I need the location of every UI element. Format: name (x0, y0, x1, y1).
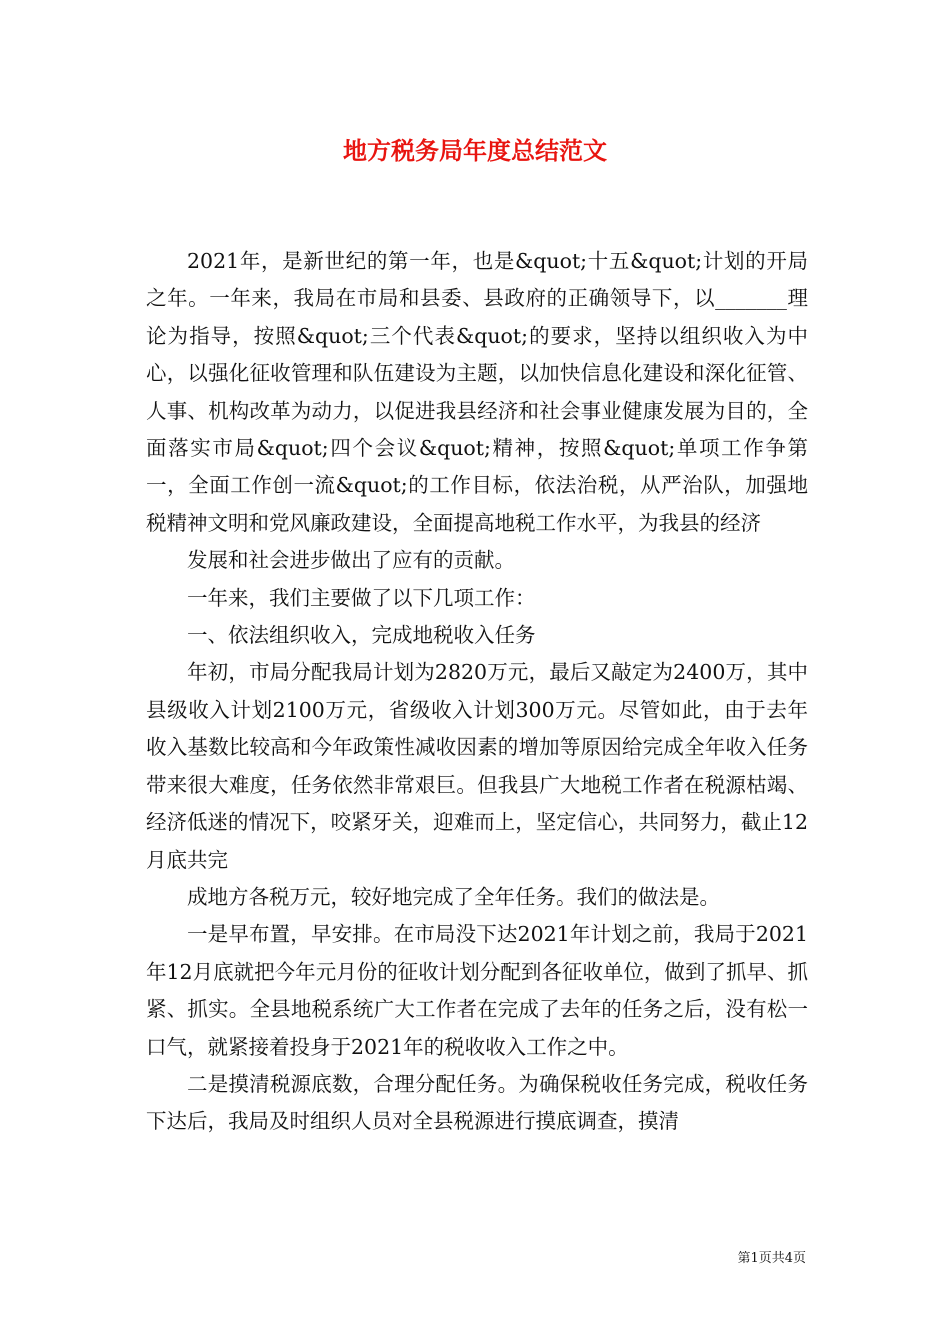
paragraph-early-arrangement: 一是早布置，早安排。在市局没下达2021年计划之前，我局于2021年12月底就把今年元月份的征收计划分配到各征收单位，做到了抓早、抓紧、抓实。全县地税系统广大工作者在完成了去年的任务之后，没有松一口气，就紧接着投身于2021年的税收收入工作之中。 (146, 922, 808, 1059)
paragraph-tax-source: 二是摸清税源底数，合理分配任务。为确保税收任务完成，税收任务下达后，我局及时组织人员对全县税源进行摸底调查，摸清 (146, 1071, 808, 1134)
document-body (146, 243, 808, 1141)
paragraph-completion: 成地方各税万元，较好地完成了全年任务。我们的做法是。 (187, 884, 720, 909)
paragraph-revenue-plan: 年初，市局分配我局计划为2820万元，最后又敲定为2400万，其中县级收入计划2100万元，省级收入计划300万元。尽管如此，由于去年收入基数比较高和今年政策性减收因素的增加等原因给完成全年收入任务带来很大难度，任务依然非常艰巨。但我县广大地税工作者在税源枯竭、经济低迷的情况下，咬紧牙关，迎难而上，坚定信心，共同努力，截止12月底共完 (146, 660, 808, 872)
section-heading-1: 一、依法组织收入，完成地税收入任务 (187, 623, 536, 648)
page-indicator: 第1页共4页 (737, 1251, 806, 1266)
document-title: 地方税务局年度总结范文 (343, 136, 607, 165)
paragraph-intro: 2021年，是新世纪的第一年，也是&quot;十五&quot;计划的开局之年。一年来，我局在市局和县委、县政府的正确领导下，以_______理论为指导，按照&quot;三个代表&quot;的要求，坚持以组织收入为中心，以强化征收管理和队伍建设为主题，以加快信息化建设和深化征管、人事、机构改革为动力，以促进我县经济和社会事业健康发展为目的，全面落实市局&quot;四个会议&quot;精神，按照&quot;单项工作争第一，全面工作创一流&quot;的工作目标，依法治税，从严治队，加强地税精神文明和党风廉政建设，全面提高地税工作水平，为我县的经济 (146, 249, 808, 535)
paragraph-work-list: 一年来，我们主要做了以下几项工作： (187, 585, 536, 610)
paragraph-contribution: 发展和社会进步做出了应有的贡献。 (187, 548, 515, 573)
